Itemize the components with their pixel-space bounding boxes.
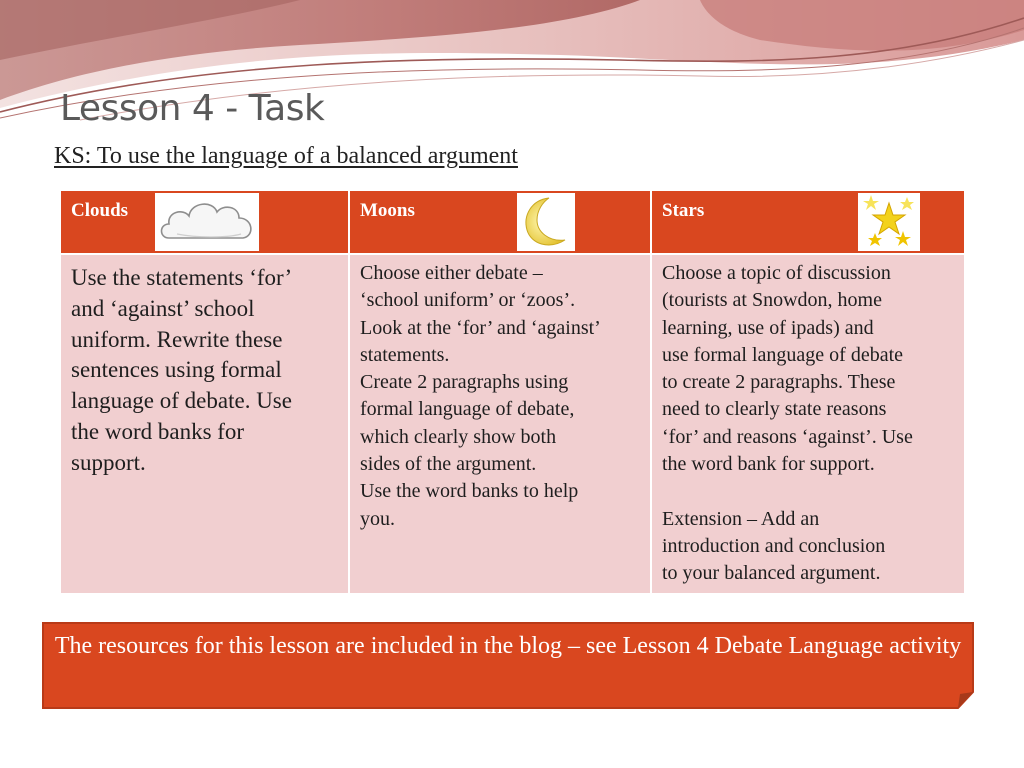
task-text-clouds: Use the statements ‘for’ and ‘against’ school uniform. Rewrite these sentences using formal language of debate. Use the word banks for support. bbox=[71, 265, 293, 475]
stars-icon bbox=[858, 193, 920, 251]
header-label-stars: Stars bbox=[662, 200, 705, 221]
task-table bbox=[59, 189, 966, 595]
table-header-row bbox=[60, 190, 965, 254]
crescent-moon-icon bbox=[517, 193, 575, 251]
cloud-icon bbox=[155, 193, 259, 251]
slide-title: Lesson 4 - Task bbox=[60, 88, 325, 129]
task-text-moons: Choose either debate – ‘school uniform’ or ‘zoos’. Look at the ‘for’ and ‘against’ statements. Create 2 paragraphs using formal language of debate, which clearly show both sides of the argument. Use the word banks to help you. bbox=[360, 262, 601, 530]
task-cell-moons bbox=[349, 254, 651, 594]
header-cell-clouds bbox=[60, 190, 349, 254]
header-cell-moons bbox=[349, 190, 651, 254]
table-body-row bbox=[60, 254, 965, 594]
slide-subtitle: KS: To use the language of a balanced argument bbox=[54, 143, 518, 169]
header-label-clouds: Clouds bbox=[71, 200, 129, 221]
task-cell-stars bbox=[651, 254, 965, 594]
header-cell-stars bbox=[651, 190, 965, 254]
task-text-stars: Choose a topic of discussion (tourists at Snowdon, home learning, use of ipads) and use formal language of debate to create 2 paragraphs. These need to clearly state reasons ‘for’ and reasons ‘against’. Use the word bank for support. Extension – Add an introduction and conclusion to your balanced argument. bbox=[662, 262, 913, 585]
task-cell-clouds bbox=[60, 254, 349, 594]
resources-banner bbox=[42, 622, 974, 709]
header-label-moons: Moons bbox=[360, 200, 415, 221]
banner-text: The resources for this lesson are included in the blog – see Lesson 4 Debate Language activity bbox=[54, 633, 962, 659]
